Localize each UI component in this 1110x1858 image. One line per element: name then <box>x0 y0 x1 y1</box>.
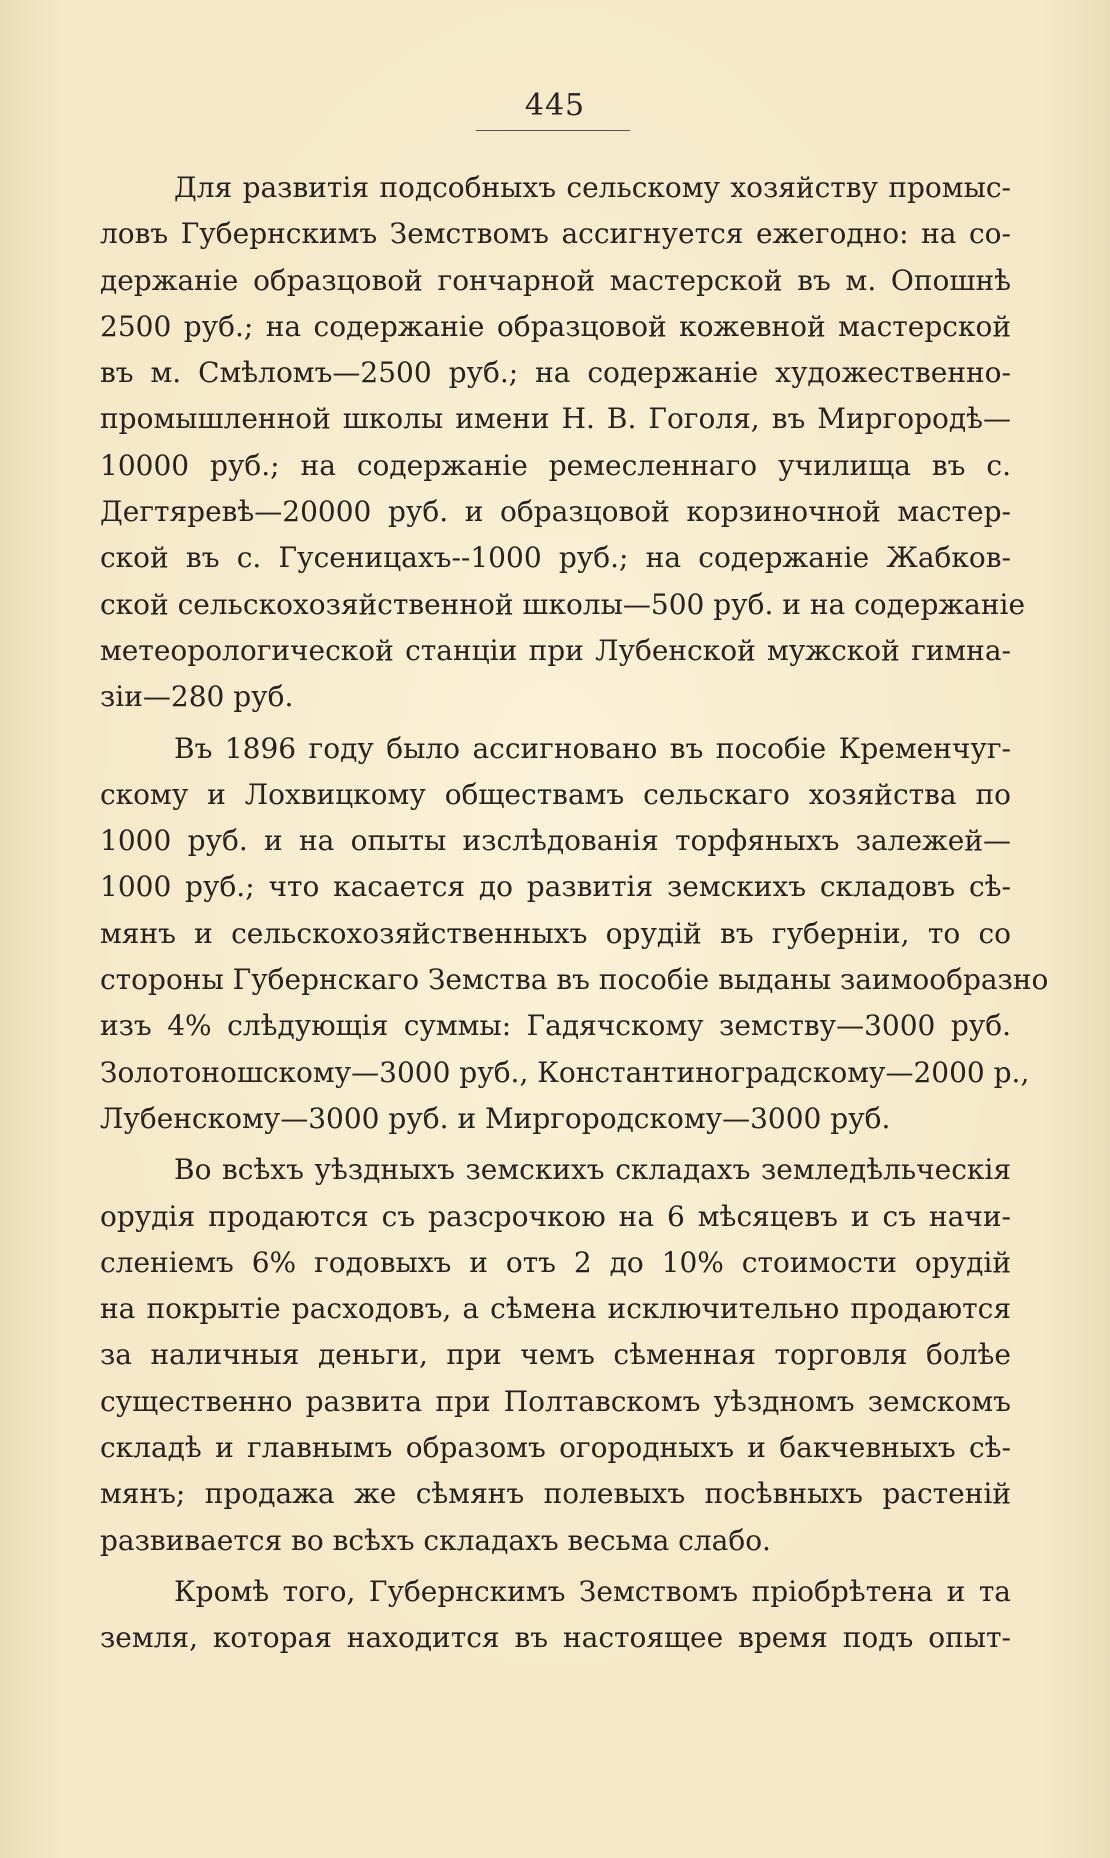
paragraph <box>100 1147 1011 1564</box>
text-line: 2500 руб.; на содержаніе образцовой кожевной мастерской <box>100 309 1011 343</box>
text-line: за наличныя деньги, при чемъ сѣменная торговля болѣе <box>100 1338 1011 1372</box>
text-line: мянъ и сельскохозяйственныхъ орудій въ губерніи, то со <box>100 916 1011 950</box>
text-line: ской сельскохозяйственной школы—500 руб. и на содержаніе <box>100 587 1026 621</box>
paragraph <box>100 165 1026 721</box>
text-line: земля, которая находится въ настоящее время подъ опыт- <box>100 1621 1011 1655</box>
text-line: 1000 руб. и на опыты изслѣдованія торфяныхъ залежей— <box>100 824 1011 858</box>
text-line: держаніе образцовой гончарной мастерской въ м. Опошнѣ <box>100 263 1011 297</box>
header-rule <box>476 130 630 131</box>
text-line: изъ 4% слѣдующія суммы: Гадячскому земству—3000 руб. <box>100 1009 1011 1043</box>
paragraph <box>100 1569 1011 1662</box>
paragraph <box>100 726 1049 1143</box>
text-line: складѣ и главнымъ образомъ огородныхъ и бакчевныхъ сѣ- <box>100 1431 1011 1465</box>
text-line: Во всѣхъ уѣздныхъ земскихъ складахъ земледѣльческія <box>174 1153 1011 1187</box>
text-line: Золотоношскому—3000 руб., Константиноградскому—2000 р., <box>100 1055 1030 1089</box>
text-line: метеорологической станціи при Лубенской мужской гимна- <box>100 633 1011 667</box>
text-line: мянъ; продажа же сѣмянъ полевыхъ посѣвныхъ растеній <box>100 1477 1011 1511</box>
text-line: Для развитія подсобныхъ сельскому хозяйству промыс- <box>174 171 1011 204</box>
text-line: стороны Губернскаго Земства въ пособіе выданы заимообразно <box>100 963 1049 997</box>
text-line: Кромѣ того, Губернскимъ Земствомъ пріобрѣтена и та <box>174 1574 1011 1608</box>
text-line: развивается во всѣхъ складахъ весьма слабо. <box>100 1523 771 1557</box>
text-line: Дегтяревѣ—20000 руб. и образцовой корзиночной мастер- <box>100 495 1011 529</box>
text-line: на покрытіе расходовъ, а сѣмена исключительно продаются <box>100 1292 1011 1326</box>
page-number: 445 <box>524 88 586 123</box>
text-line: скому и Лохвицкому обществамъ сельскаго хозяйства по <box>100 777 1011 811</box>
text-line: въ м. Смѣломъ—2500 руб.; на содержаніе художественно- <box>100 356 1011 390</box>
text-line: Лубенскому—3000 руб. и Миргородскому—3000 руб. <box>100 1101 891 1135</box>
text-line: 10000 руб.; на содержаніе ремесленнаго училища въ с. <box>100 448 1011 482</box>
text-line: промышленной школы имени Н. В. Гоголя, въ Миргородѣ— <box>100 402 1011 436</box>
text-line: 1000 руб.; что касается до развитія земскихъ складовъ сѣ- <box>100 870 1011 904</box>
text-line: ловъ Губернскимъ Земствомъ ассигнуется ежегодно: на со- <box>100 217 1011 251</box>
text-line: орудія продаются съ разсрочкою на 6 мѣсяцевъ и съ начи- <box>100 1199 1011 1233</box>
text-line: зіи—280 руб. <box>100 680 294 714</box>
body-text <box>100 165 1049 1662</box>
text-line: Въ 1896 году было ассигновано въ пособіе Кременчуг- <box>174 731 1011 765</box>
text-line: существенно развита при Полтавскомъ уѣздномъ земскомъ <box>100 1384 1011 1418</box>
text-line: сленіемъ 6% годовыхъ и отъ 2 до 10% стоимости орудій <box>100 1245 1011 1279</box>
text-line: ской въ с. Гусеницахъ--1000 руб.; на содержаніе Жабков- <box>100 541 1011 575</box>
